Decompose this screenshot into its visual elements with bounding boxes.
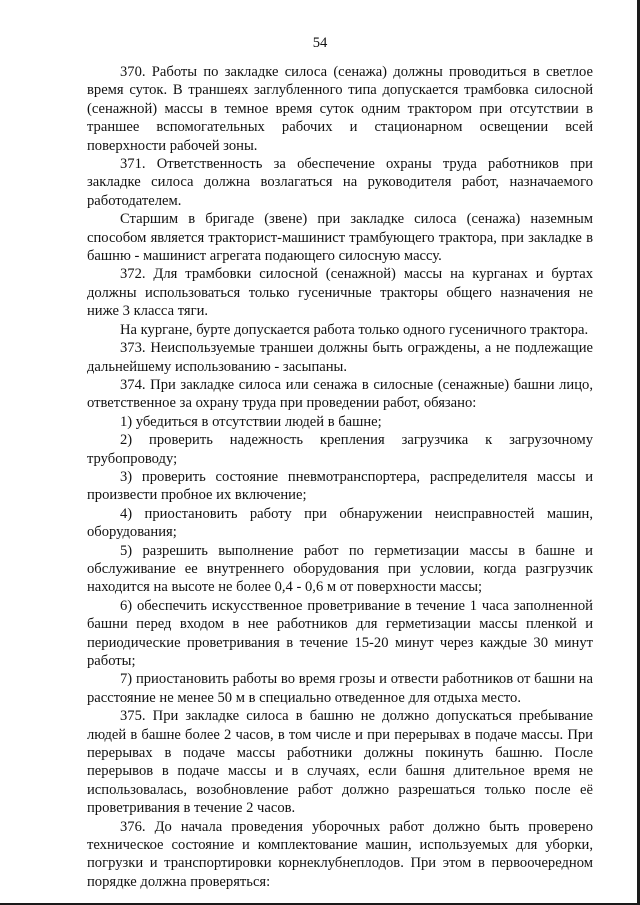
paragraph-373: 373. Неиспользуемые траншеи должны быть ограждены, а не подлежащие дальнейшему использованию - засыпаны. <box>87 340 593 375</box>
paragraph-376: 376. До начала проведения уборочных работ должно быть проверено техническое состояние и комплектование машин, используемых для уборки, погрузки и транспортировки корнеклубнеплодов. При этом в первоочередном порядке должна проверяться: <box>87 818 593 890</box>
list-item-7: 7) приостановить работы во время грозы и отвести работников от башни на расстояние не менее 50 м в специально отведенное для отдыха место. <box>87 671 593 706</box>
list-item-1: 1) убедиться в отсутствии людей в башне; <box>120 413 382 430</box>
list-item-4: 4) приостановить работу при обнаружении неисправностей машин, оборудования; <box>87 505 593 541</box>
list-item-5: 5) разрешить выполнение работ по герметизации массы в башне и обслуживание ее внутреннего оборудования при условии, когда разгрузчик находится на высоте не более 0,4 - 0,6 м от поверхности массы; <box>87 542 593 596</box>
page-number: 54 <box>312 35 328 51</box>
paragraph-370: 370. Работы по закладке силоса (сенажа) должны проводиться в светлое время суток. В траншеях заглубленного типа допускается трамбовка силосной (сенажной) массы в темное время суток одним трактором при отсутствии в траншее вспомогательных рабочих и стационарном освещении всей поверхности рабочей зоны. <box>87 64 593 154</box>
paragraph-371-senior: Старшим в бригаде (звене) при закладке силоса (сенажа) наземным способом является тракторист-машинист трамбующего трактора, при закладке в башню - машинист агрегата подающего силосную массу. <box>87 211 593 265</box>
paragraph-374: 374. При закладке силоса или сенажа в силосные (сенажные) башни лицо, ответственное за охрану труда при проведении работ, обязано: <box>87 376 593 412</box>
list-item-2: 2) проверить надежность крепления загрузчика к загрузочному трубопроводу; <box>87 432 593 467</box>
list-item-6: 6) обеспечить искусственное проветривание в течение 1 часа заполненной башни перед входом в нее работников для герметизации массы пленкой и периодические проветривания в течение 15-20 минут через каждые 30 минут работы; <box>87 597 593 669</box>
paragraph-372-one-tractor: На кургане, бурте допускается работа только одного гусеничного трактора. <box>120 321 589 338</box>
document-body <box>87 63 593 891</box>
list-item-3: 3) проверить состояние пневмотранспортера, распределителя массы и произвести пробное их включение; <box>87 468 593 504</box>
paragraph-372: 372. Для трамбовки силосной (сенажной) массы на курганах и буртах должны использоваться только гусеничные тракторы общего назначения не ниже 3 класса тяги. <box>87 266 593 320</box>
paragraph-375: 375. При закладке силоса в башню не должно допускаться пребывание людей в башне более 2 часов, в том числе и при перерывах в подаче массы. При перерывах в подаче массы работники должны покинуть башню. После перерывов в подаче массы и в случаях, если башня длительное время не использовалась, возобновление работ должно разрешаться только после её проветривания в течение 2 часов. <box>87 708 593 817</box>
paragraph-371: 371. Ответственность за обеспечение охраны труда работников при закладке силоса должна возлагаться на руководителя работ, назначаемого работодателем. <box>87 156 593 209</box>
